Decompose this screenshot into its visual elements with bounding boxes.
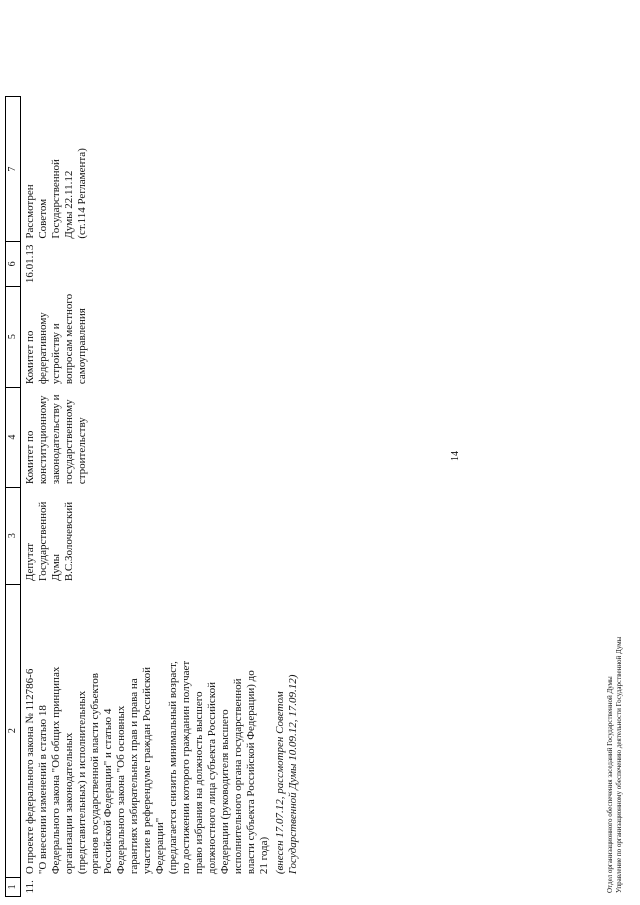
- footer-department: Отдел организационного обеспечения заседаний Государственной Думы: [606, 676, 614, 893]
- column-header-3: 3: [6, 487, 21, 584]
- initiator-cell: [21, 487, 301, 584]
- bill-purpose-line: должностного лица субъекта Российской: [206, 682, 218, 875]
- responsible-committee-cell: [21, 387, 301, 487]
- column-number-row: [6, 97, 21, 897]
- bill-title-line: Федерального закона "Об общих принципах: [50, 666, 62, 875]
- responsible-committee-line: государственному: [63, 399, 75, 485]
- responsible-committee-line: законодательству и: [50, 394, 62, 485]
- status-cell: [21, 97, 301, 242]
- bill-purpose-line: (предлагается снизить минимальный возраст,: [167, 661, 179, 875]
- status-line: Советом: [37, 198, 49, 239]
- bill-purpose-line: власти субъекта Российской Федерации) до: [245, 670, 257, 875]
- date-cell: 16.01.13: [24, 244, 36, 284]
- column-header-6: 6: [6, 242, 21, 287]
- bill-title-line: гарантиях избирательных прав и права на: [128, 678, 140, 875]
- bill-note-line: Государственной Думы 10.09.12, 17.09.12): [287, 674, 299, 875]
- co-committee-line: устройству и: [50, 323, 62, 385]
- footer-directorate: Управление по организационному обеспечению деятельности Государственной Думы: [615, 636, 623, 893]
- co-committee-line: Комитет по: [24, 330, 36, 385]
- co-committee-line: вопросам местного: [63, 293, 75, 385]
- bill-purpose-line: право избрания на должность высшего: [193, 691, 205, 875]
- bill-purpose-line: 21 года): [258, 836, 270, 875]
- bill-title-line: организации законодательных: [63, 732, 75, 875]
- co-committee-line: федеративному: [37, 312, 49, 385]
- responsible-committee-line: конституционному: [37, 395, 49, 485]
- page-footer: [606, 637, 624, 893]
- table-row: [21, 97, 301, 897]
- bill-title-line: Федерации": [154, 817, 166, 875]
- page-number: 14: [450, 451, 461, 461]
- column-header-1: 1: [6, 877, 21, 896]
- responsible-committee-line: строительству: [76, 417, 88, 485]
- responsible-committee-line: Комитет по: [24, 430, 36, 485]
- initiator-line: Думы: [50, 553, 62, 582]
- bill-purpose-line: по достижении которого гражданин получает: [180, 660, 192, 875]
- status-line: Думы 22.11.12: [63, 170, 75, 239]
- bill-title-line: "О внесении изменений в статью 18: [37, 705, 49, 875]
- column-header-4: 4: [6, 387, 21, 487]
- bill-title-line: (представительных) и исполнительных: [76, 690, 88, 875]
- bill-title-line: О проекте федерального закона № 112786-6: [24, 668, 36, 875]
- bill-purpose-line: исполнительного органа государственной: [232, 678, 244, 875]
- column-header-5: 5: [6, 286, 21, 387]
- column-header-7: 7: [6, 97, 21, 242]
- bill-title-line: Российской Федерации" и статью 4: [102, 708, 114, 875]
- co-committee-cell: [21, 286, 301, 387]
- bill-title-line: органов государственной власти субъектов: [89, 672, 101, 875]
- co-committee-line: самоуправления: [76, 308, 88, 385]
- bill-title-line: Федерального закона "Об основных: [115, 705, 127, 875]
- initiator-line: В.С.Золочевский: [63, 501, 75, 582]
- column-header-2: 2: [6, 584, 21, 877]
- bill-description-cell: [21, 584, 301, 877]
- initiator-line: Государственной: [37, 501, 49, 582]
- initiator-line: Депутат: [24, 542, 36, 582]
- bill-purpose-line: Федерации (руководителя высшего: [219, 709, 231, 875]
- bill-title-line: участие в референдуме граждан Российской: [141, 666, 153, 875]
- status-line: Рассмотрен: [24, 184, 36, 239]
- status-line: (ст.114 Регламента): [76, 148, 88, 239]
- bill-note-line: (внесен 17.07.12, рассмотрен Советом: [274, 691, 286, 875]
- status-line: Государственной: [50, 159, 62, 239]
- legislation-table: [5, 96, 300, 897]
- row-number: 11.: [24, 880, 36, 894]
